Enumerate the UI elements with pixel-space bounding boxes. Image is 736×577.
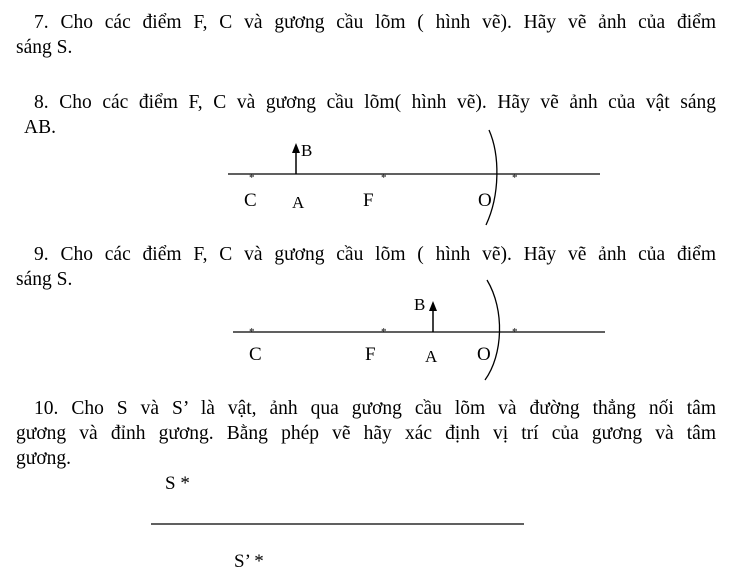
fig8-star-c: * xyxy=(249,172,255,184)
exercise-9-number: 9. xyxy=(34,244,49,265)
fig9-label-c: C xyxy=(249,344,262,365)
fig9-label-b: B xyxy=(414,295,426,314)
fig9-star-c: * xyxy=(249,326,255,338)
fig8-label-f: F xyxy=(363,190,374,211)
exercise-10-line-3: gương. xyxy=(16,448,72,469)
exercise-9-line-2: sáng S. xyxy=(16,269,73,290)
exercise-8-number: 8. xyxy=(34,92,49,113)
fig9-star-right: * xyxy=(512,326,518,338)
fig9-star-f: * xyxy=(381,326,387,338)
exercise-10-number: 10. xyxy=(34,398,59,419)
exercise-7-line-2: sáng S. xyxy=(16,37,73,58)
fig9-label-o: O xyxy=(477,344,491,365)
fig8-label-a: A xyxy=(292,193,305,212)
fig10-label-s-prime: S’ * xyxy=(234,551,264,572)
exercise-10-line-1: 10. Cho S và S’ là vật, ảnh qua gương cầu lõm và đường thẳng nối tâm xyxy=(34,398,716,419)
fig8-label-b: B xyxy=(301,141,313,160)
fig9-label-f: F xyxy=(365,344,376,365)
fig8-label-o: O xyxy=(478,190,492,211)
fig9-label-a: A xyxy=(425,347,438,366)
exercise-8-line-1: 8. Cho các điểm F, C và gương cầu lõm( hình vẽ). Hãy vẽ ảnh của vật sáng xyxy=(34,92,717,113)
exercise-7-line-1: 7. Cho các điểm F, C và gương cầu lõm ( hình vẽ). Hãy vẽ ảnh của điểm xyxy=(34,12,716,33)
exercise-8-line-2: AB. xyxy=(24,117,56,138)
fig9-concave-mirror xyxy=(485,280,500,380)
exercise-9-line-1: 9. Cho các điểm F, C và gương cầu lõm ( hình vẽ). Hãy vẽ ảnh của điểm xyxy=(34,244,716,265)
fig8-star-right: * xyxy=(512,172,518,184)
fig10-label-s: S * xyxy=(165,473,190,494)
exercise-7-number: 7. xyxy=(34,12,49,33)
fig8-label-c: C xyxy=(244,190,257,211)
fig8-star-f: * xyxy=(381,172,387,184)
exercise-10-line-2: gương và đỉnh gương. Bằng phép vẽ hãy xác định vị trí của gương và tâm xyxy=(16,423,716,444)
fig9-arrowhead-b xyxy=(429,301,437,311)
fig8-arrowhead-b xyxy=(292,143,300,153)
